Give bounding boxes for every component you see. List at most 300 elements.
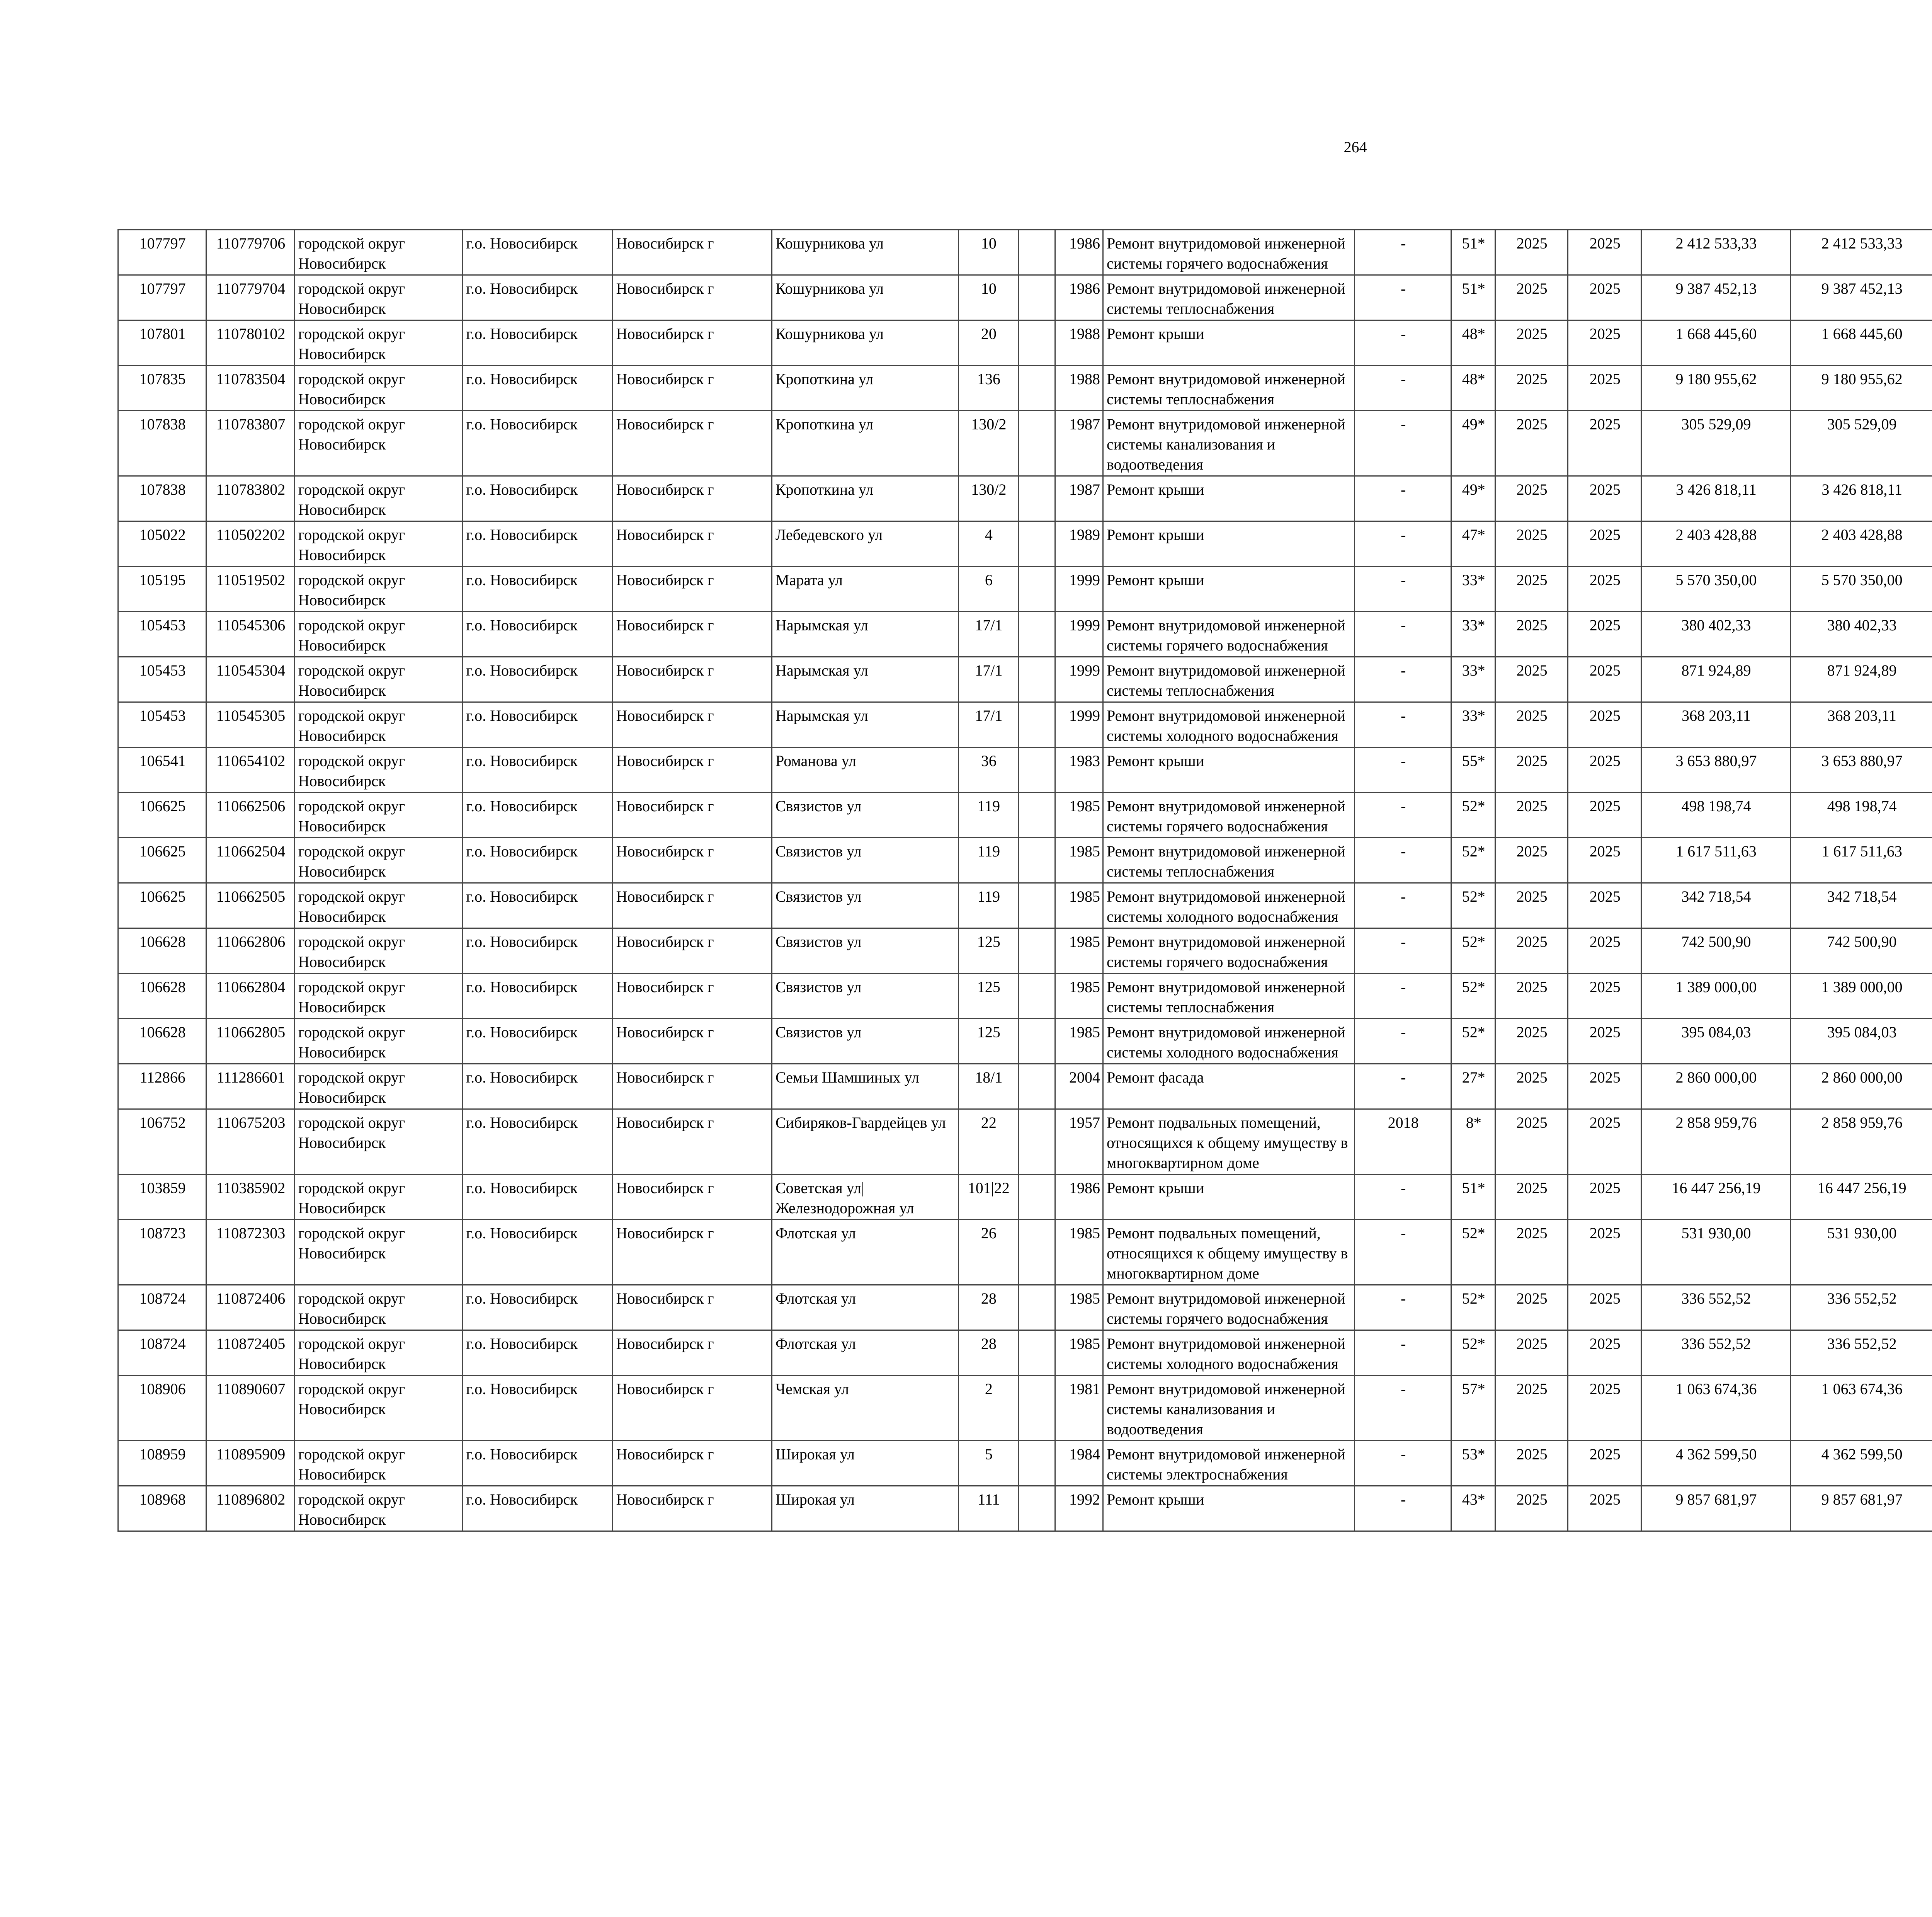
street-cell: Связистов ул (772, 928, 959, 974)
total-cost-cell: 9 857 681,97 (1641, 1486, 1790, 1531)
work-type-cell: Ремонт крыши (1103, 747, 1355, 793)
house-number-cell: 101|22 (958, 1175, 1018, 1220)
wear-cell: 52* (1451, 1220, 1495, 1285)
item-id-cell: 110662806 (206, 928, 294, 974)
wear-cell: 52* (1451, 838, 1495, 883)
amount-cell: 336 552,52 (1790, 1285, 1932, 1330)
table-row (118, 521, 1932, 567)
municipality-cell: г.о. Новосибирск (463, 657, 612, 702)
municipality-cell: г.о. Новосибирск (463, 1109, 612, 1175)
work-type-cell: Ремонт крыши (1103, 320, 1355, 366)
municipality-cell: г.о. Новосибирск (463, 411, 612, 476)
house-number-cell: 136 (958, 366, 1018, 411)
house-id-cell: 108724 (118, 1330, 206, 1376)
year-to-cell: 2025 (1568, 1019, 1641, 1064)
item-id-cell: 110780102 (206, 320, 294, 366)
item-id-cell: 110545304 (206, 657, 294, 702)
locality-cell: Новосибирск г (612, 275, 772, 320)
item-id-cell: 110783504 (206, 366, 294, 411)
amount-cell: 531 930,00 (1790, 1220, 1932, 1285)
street-cell: Сибиряков-Гвардейцев ул (772, 1109, 959, 1175)
year-to-cell: 2025 (1568, 411, 1641, 476)
previous-repair-cell: - (1354, 476, 1451, 521)
table-row (118, 1109, 1932, 1175)
year-built-cell: 1985 (1055, 1285, 1103, 1330)
street-cell: Флотская ул (772, 1330, 959, 1376)
table-row (118, 974, 1932, 1019)
house-number-cell: 6 (958, 567, 1018, 612)
item-id-cell: 110872405 (206, 1330, 294, 1376)
previous-repair-cell: - (1354, 1175, 1451, 1220)
house-id-cell: 107797 (118, 275, 206, 320)
street-cell: Кошурникова ул (772, 230, 959, 275)
year-to-cell: 2025 (1568, 521, 1641, 567)
block-cell (1018, 702, 1055, 747)
work-type-cell: Ремонт внутридомовой инженерной системы горячего водоснабжения (1103, 230, 1355, 275)
amount-cell: 3 653 880,97 (1790, 747, 1932, 793)
district-cell: городской округ Новосибирск (294, 320, 463, 366)
house-id-cell: 108723 (118, 1220, 206, 1285)
block-cell (1018, 521, 1055, 567)
house-id-cell: 112866 (118, 1064, 206, 1109)
table-row (118, 411, 1932, 476)
street-cell: Нарымская ул (772, 657, 959, 702)
item-id-cell: 110662506 (206, 793, 294, 838)
total-cost-cell: 305 529,09 (1641, 411, 1790, 476)
previous-repair-cell: - (1354, 1220, 1451, 1285)
house-id-cell: 107797 (118, 230, 206, 275)
amount-cell: 368 203,11 (1790, 702, 1932, 747)
district-cell: городской округ Новосибирск (294, 1486, 463, 1531)
house-number-cell: 20 (958, 320, 1018, 366)
year-to-cell: 2025 (1568, 612, 1641, 657)
block-cell (1018, 275, 1055, 320)
house-id-cell: 105022 (118, 521, 206, 567)
item-id-cell: 110779704 (206, 275, 294, 320)
year-built-cell: 1985 (1055, 928, 1103, 974)
block-cell (1018, 928, 1055, 974)
item-id-cell: 110662805 (206, 1019, 294, 1064)
district-cell: городской округ Новосибирск (294, 1109, 463, 1175)
district-cell: городской округ Новосибирск (294, 747, 463, 793)
house-number-cell: 125 (958, 928, 1018, 974)
previous-repair-cell: - (1354, 1019, 1451, 1064)
item-id-cell: 110872406 (206, 1285, 294, 1330)
previous-repair-cell: - (1354, 793, 1451, 838)
locality-cell: Новосибирск г (612, 838, 772, 883)
amount-cell: 2 860 000,00 (1790, 1064, 1932, 1109)
amount-cell: 871 924,89 (1790, 657, 1932, 702)
year-built-cell: 1985 (1055, 1330, 1103, 1376)
district-cell: городской округ Новосибирск (294, 928, 463, 974)
register-body (118, 230, 1932, 1531)
locality-cell: Новосибирск г (612, 793, 772, 838)
work-type-cell: Ремонт внутридомовой инженерной системы горячего водоснабжения (1103, 928, 1355, 974)
table-row (118, 1175, 1932, 1220)
street-cell: Советская ул| Железнодорожная ул (772, 1175, 959, 1220)
table-row (118, 612, 1932, 657)
street-cell: Кропоткина ул (772, 411, 959, 476)
amount-cell: 1 617 511,63 (1790, 838, 1932, 883)
item-id-cell: 110385902 (206, 1175, 294, 1220)
house-number-cell: 130/2 (958, 411, 1018, 476)
table-row (118, 366, 1932, 411)
house-id-cell: 107838 (118, 411, 206, 476)
street-cell: Флотская ул (772, 1220, 959, 1285)
work-type-cell: Ремонт внутридомовой инженерной системы холодного водоснабжения (1103, 883, 1355, 928)
house-number-cell: 10 (958, 230, 1018, 275)
year-to-cell: 2025 (1568, 1441, 1641, 1486)
block-cell (1018, 1019, 1055, 1064)
year-to-cell: 2025 (1568, 702, 1641, 747)
year-built-cell: 1985 (1055, 793, 1103, 838)
table-row (118, 320, 1932, 366)
wear-cell: 27* (1451, 1064, 1495, 1109)
locality-cell: Новосибирск г (612, 320, 772, 366)
table-row (118, 1330, 1932, 1376)
table-row (118, 838, 1932, 883)
year-built-cell: 1992 (1055, 1486, 1103, 1531)
wear-cell: 33* (1451, 612, 1495, 657)
plan-year-cell: 2025 (1495, 1376, 1568, 1441)
total-cost-cell: 5 570 350,00 (1641, 567, 1790, 612)
amount-cell: 380 402,33 (1790, 612, 1932, 657)
house-id-cell: 106628 (118, 928, 206, 974)
locality-cell: Новосибирск г (612, 230, 772, 275)
block-cell (1018, 320, 1055, 366)
year-built-cell: 1986 (1055, 275, 1103, 320)
item-id-cell: 110779706 (206, 230, 294, 275)
plan-year-cell: 2025 (1495, 1175, 1568, 1220)
amount-cell: 2 412 533,33 (1790, 230, 1932, 275)
total-cost-cell: 2 403 428,88 (1641, 521, 1790, 567)
municipality-cell: г.о. Новосибирск (463, 1441, 612, 1486)
wear-cell: 52* (1451, 1019, 1495, 1064)
amount-cell: 742 500,90 (1790, 928, 1932, 974)
item-id-cell: 110654102 (206, 747, 294, 793)
plan-year-cell: 2025 (1495, 1019, 1568, 1064)
plan-year-cell: 2025 (1495, 1220, 1568, 1285)
street-cell: Связистов ул (772, 1019, 959, 1064)
previous-repair-cell: - (1354, 883, 1451, 928)
plan-year-cell: 2025 (1495, 793, 1568, 838)
municipality-cell: г.о. Новосибирск (463, 476, 612, 521)
previous-repair-cell: - (1354, 657, 1451, 702)
plan-year-cell: 2025 (1495, 1486, 1568, 1531)
block-cell (1018, 657, 1055, 702)
municipality-cell: г.о. Новосибирск (463, 883, 612, 928)
municipality-cell: г.о. Новосибирск (463, 974, 612, 1019)
amount-cell: 4 362 599,50 (1790, 1441, 1932, 1486)
year-built-cell: 1983 (1055, 747, 1103, 793)
total-cost-cell: 2 858 959,76 (1641, 1109, 1790, 1175)
district-cell: городской округ Новосибирск (294, 838, 463, 883)
previous-repair-cell: - (1354, 612, 1451, 657)
house-id-cell: 107835 (118, 366, 206, 411)
amount-cell: 305 529,09 (1790, 411, 1932, 476)
work-type-cell: Ремонт внутридомовой инженерной системы теплоснабжения (1103, 974, 1355, 1019)
amount-cell: 2 858 959,76 (1790, 1109, 1932, 1175)
amount-cell: 3 426 818,11 (1790, 476, 1932, 521)
block-cell (1018, 747, 1055, 793)
district-cell: городской округ Новосибирск (294, 1064, 463, 1109)
total-cost-cell: 871 924,89 (1641, 657, 1790, 702)
locality-cell: Новосибирск г (612, 1486, 772, 1531)
total-cost-cell: 368 203,11 (1641, 702, 1790, 747)
previous-repair-cell: - (1354, 320, 1451, 366)
house-id-cell: 107801 (118, 320, 206, 366)
block-cell (1018, 1175, 1055, 1220)
plan-year-cell: 2025 (1495, 838, 1568, 883)
block-cell (1018, 612, 1055, 657)
municipality-cell: г.о. Новосибирск (463, 702, 612, 747)
table-row (118, 1220, 1932, 1285)
year-built-cell: 1999 (1055, 612, 1103, 657)
table-row (118, 747, 1932, 793)
total-cost-cell: 336 552,52 (1641, 1330, 1790, 1376)
plan-year-cell: 2025 (1495, 747, 1568, 793)
house-id-cell: 103859 (118, 1175, 206, 1220)
house-id-cell: 108906 (118, 1376, 206, 1441)
work-type-cell: Ремонт подвальных помещений, относящихся к общему имуществу в многоквартирном доме (1103, 1109, 1355, 1175)
street-cell: Романова ул (772, 747, 959, 793)
house-id-cell: 105195 (118, 567, 206, 612)
item-id-cell: 110783807 (206, 411, 294, 476)
item-id-cell: 110519502 (206, 567, 294, 612)
item-id-cell: 110895909 (206, 1441, 294, 1486)
table-row (118, 1376, 1932, 1441)
total-cost-cell: 336 552,52 (1641, 1285, 1790, 1330)
municipality-cell: г.о. Новосибирск (463, 230, 612, 275)
district-cell: городской округ Новосибирск (294, 657, 463, 702)
item-id-cell: 110872303 (206, 1220, 294, 1285)
item-id-cell: 110890607 (206, 1376, 294, 1441)
street-cell: Широкая ул (772, 1486, 959, 1531)
previous-repair-cell: - (1354, 411, 1451, 476)
house-number-cell: 28 (958, 1285, 1018, 1330)
district-cell: городской округ Новосибирск (294, 1441, 463, 1486)
street-cell: Связистов ул (772, 793, 959, 838)
table-row (118, 702, 1932, 747)
plan-year-cell: 2025 (1495, 275, 1568, 320)
house-number-cell: 125 (958, 1019, 1018, 1064)
amount-cell: 16 447 256,19 (1790, 1175, 1932, 1220)
house-number-cell: 17/1 (958, 612, 1018, 657)
street-cell: Кропоткина ул (772, 476, 959, 521)
table-row (118, 1486, 1932, 1531)
wear-cell: 52* (1451, 974, 1495, 1019)
total-cost-cell: 9 180 955,62 (1641, 366, 1790, 411)
year-to-cell: 2025 (1568, 320, 1641, 366)
year-to-cell: 2025 (1568, 1376, 1641, 1441)
total-cost-cell: 1 389 000,00 (1641, 974, 1790, 1019)
block-cell (1018, 1064, 1055, 1109)
year-to-cell: 2025 (1568, 657, 1641, 702)
wear-cell: 47* (1451, 521, 1495, 567)
street-cell: Марата ул (772, 567, 959, 612)
plan-year-cell: 2025 (1495, 657, 1568, 702)
year-built-cell: 1957 (1055, 1109, 1103, 1175)
year-built-cell: 1985 (1055, 1220, 1103, 1285)
work-type-cell: Ремонт внутридомовой инженерной системы электроснабжения (1103, 1441, 1355, 1486)
municipality-cell: г.о. Новосибирск (463, 1064, 612, 1109)
item-id-cell: 110662804 (206, 974, 294, 1019)
amount-cell: 2 403 428,88 (1790, 521, 1932, 567)
year-built-cell: 1999 (1055, 567, 1103, 612)
wear-cell: 49* (1451, 411, 1495, 476)
municipality-cell: г.о. Новосибирск (463, 838, 612, 883)
district-cell: городской округ Новосибирск (294, 612, 463, 657)
block-cell (1018, 1330, 1055, 1376)
locality-cell: Новосибирск г (612, 657, 772, 702)
previous-repair-cell: - (1354, 974, 1451, 1019)
table-row (118, 275, 1932, 320)
house-number-cell: 36 (958, 747, 1018, 793)
wear-cell: 48* (1451, 320, 1495, 366)
total-cost-cell: 395 084,03 (1641, 1019, 1790, 1064)
municipality-cell: г.о. Новосибирск (463, 793, 612, 838)
house-id-cell: 106752 (118, 1109, 206, 1175)
item-id-cell: 110502202 (206, 521, 294, 567)
block-cell (1018, 366, 1055, 411)
year-to-cell: 2025 (1568, 476, 1641, 521)
table-row (118, 793, 1932, 838)
district-cell: городской округ Новосибирск (294, 974, 463, 1019)
block-cell (1018, 1441, 1055, 1486)
year-built-cell: 1986 (1055, 1175, 1103, 1220)
wear-cell: 43* (1451, 1486, 1495, 1531)
year-built-cell: 1985 (1055, 838, 1103, 883)
previous-repair-cell: - (1354, 702, 1451, 747)
plan-year-cell: 2025 (1495, 476, 1568, 521)
year-built-cell: 1985 (1055, 883, 1103, 928)
house-number-cell: 5 (958, 1441, 1018, 1486)
wear-cell: 48* (1451, 366, 1495, 411)
wear-cell: 52* (1451, 928, 1495, 974)
locality-cell: Новосибирск г (612, 883, 772, 928)
house-id-cell: 105453 (118, 657, 206, 702)
wear-cell: 52* (1451, 793, 1495, 838)
house-number-cell: 111 (958, 1486, 1018, 1531)
year-built-cell: 2004 (1055, 1064, 1103, 1109)
plan-year-cell: 2025 (1495, 230, 1568, 275)
item-id-cell: 110896802 (206, 1486, 294, 1531)
total-cost-cell: 1 063 674,36 (1641, 1376, 1790, 1441)
work-type-cell: Ремонт внутридомовой инженерной системы теплоснабжения (1103, 657, 1355, 702)
wear-cell: 51* (1451, 275, 1495, 320)
amount-cell: 9 387 452,13 (1790, 275, 1932, 320)
plan-year-cell: 2025 (1495, 928, 1568, 974)
item-id-cell: 110783802 (206, 476, 294, 521)
year-built-cell: 1987 (1055, 411, 1103, 476)
amount-cell: 498 198,74 (1790, 793, 1932, 838)
house-number-cell: 125 (958, 974, 1018, 1019)
item-id-cell: 110675203 (206, 1109, 294, 1175)
house-id-cell: 106625 (118, 793, 206, 838)
total-cost-cell: 742 500,90 (1641, 928, 1790, 974)
plan-year-cell: 2025 (1495, 1109, 1568, 1175)
plan-year-cell: 2025 (1495, 1441, 1568, 1486)
municipality-cell: г.о. Новосибирск (463, 1376, 612, 1441)
block-cell (1018, 838, 1055, 883)
house-number-cell: 119 (958, 883, 1018, 928)
year-built-cell: 1988 (1055, 366, 1103, 411)
house-number-cell: 17/1 (958, 657, 1018, 702)
street-cell: Кошурникова ул (772, 275, 959, 320)
amount-cell: 1 063 674,36 (1790, 1376, 1932, 1441)
district-cell: городской округ Новосибирск (294, 476, 463, 521)
year-built-cell: 1981 (1055, 1376, 1103, 1441)
locality-cell: Новосибирск г (612, 928, 772, 974)
wear-cell: 8* (1451, 1109, 1495, 1175)
total-cost-cell: 1 617 511,63 (1641, 838, 1790, 883)
previous-repair-cell: - (1354, 1441, 1451, 1486)
block-cell (1018, 1285, 1055, 1330)
house-number-cell: 17/1 (958, 702, 1018, 747)
amount-cell: 9 857 681,97 (1790, 1486, 1932, 1531)
work-type-cell: Ремонт крыши (1103, 476, 1355, 521)
locality-cell: Новосибирск г (612, 1330, 772, 1376)
work-type-cell: Ремонт внутридомовой инженерной системы теплоснабжения (1103, 838, 1355, 883)
locality-cell: Новосибирск г (612, 1019, 772, 1064)
block-cell (1018, 230, 1055, 275)
wear-cell: 52* (1451, 883, 1495, 928)
municipality-cell: г.о. Новосибирск (463, 1175, 612, 1220)
year-to-cell: 2025 (1568, 1109, 1641, 1175)
total-cost-cell: 3 426 818,11 (1641, 476, 1790, 521)
district-cell: городской округ Новосибирск (294, 793, 463, 838)
house-id-cell: 108968 (118, 1486, 206, 1531)
street-cell: Связистов ул (772, 838, 959, 883)
block-cell (1018, 1220, 1055, 1285)
total-cost-cell: 9 387 452,13 (1641, 275, 1790, 320)
house-id-cell: 107838 (118, 476, 206, 521)
municipality-cell: г.о. Новосибирск (463, 1019, 612, 1064)
street-cell: Кропоткина ул (772, 366, 959, 411)
plan-year-cell: 2025 (1495, 1064, 1568, 1109)
block-cell (1018, 476, 1055, 521)
municipality-cell: г.о. Новосибирск (463, 1486, 612, 1531)
year-to-cell: 2025 (1568, 793, 1641, 838)
work-type-cell: Ремонт внутридомовой инженерной системы горячего водоснабжения (1103, 793, 1355, 838)
block-cell (1018, 1109, 1055, 1175)
total-cost-cell: 1 668 445,60 (1641, 320, 1790, 366)
wear-cell: 57* (1451, 1376, 1495, 1441)
district-cell: городской округ Новосибирск (294, 1175, 463, 1220)
previous-repair-cell: - (1354, 747, 1451, 793)
plan-year-cell: 2025 (1495, 567, 1568, 612)
year-built-cell: 1988 (1055, 320, 1103, 366)
previous-repair-cell: - (1354, 1285, 1451, 1330)
district-cell: городской округ Новосибирск (294, 366, 463, 411)
amount-cell: 9 180 955,62 (1790, 366, 1932, 411)
table-row (118, 928, 1932, 974)
locality-cell: Новосибирск г (612, 521, 772, 567)
year-to-cell: 2025 (1568, 928, 1641, 974)
year-to-cell: 2025 (1568, 366, 1641, 411)
work-type-cell: Ремонт внутридомовой инженерной системы холодного водоснабжения (1103, 1330, 1355, 1376)
previous-repair-cell: - (1354, 928, 1451, 974)
locality-cell: Новосибирск г (612, 1285, 772, 1330)
year-built-cell: 1985 (1055, 1019, 1103, 1064)
block-cell (1018, 883, 1055, 928)
previous-repair-cell: - (1354, 366, 1451, 411)
work-type-cell: Ремонт крыши (1103, 1486, 1355, 1531)
year-to-cell: 2025 (1568, 1285, 1641, 1330)
year-to-cell: 2025 (1568, 1175, 1641, 1220)
amount-cell: 336 552,52 (1790, 1330, 1932, 1376)
work-type-cell: Ремонт внутридомовой инженерной системы теплоснабжения (1103, 366, 1355, 411)
